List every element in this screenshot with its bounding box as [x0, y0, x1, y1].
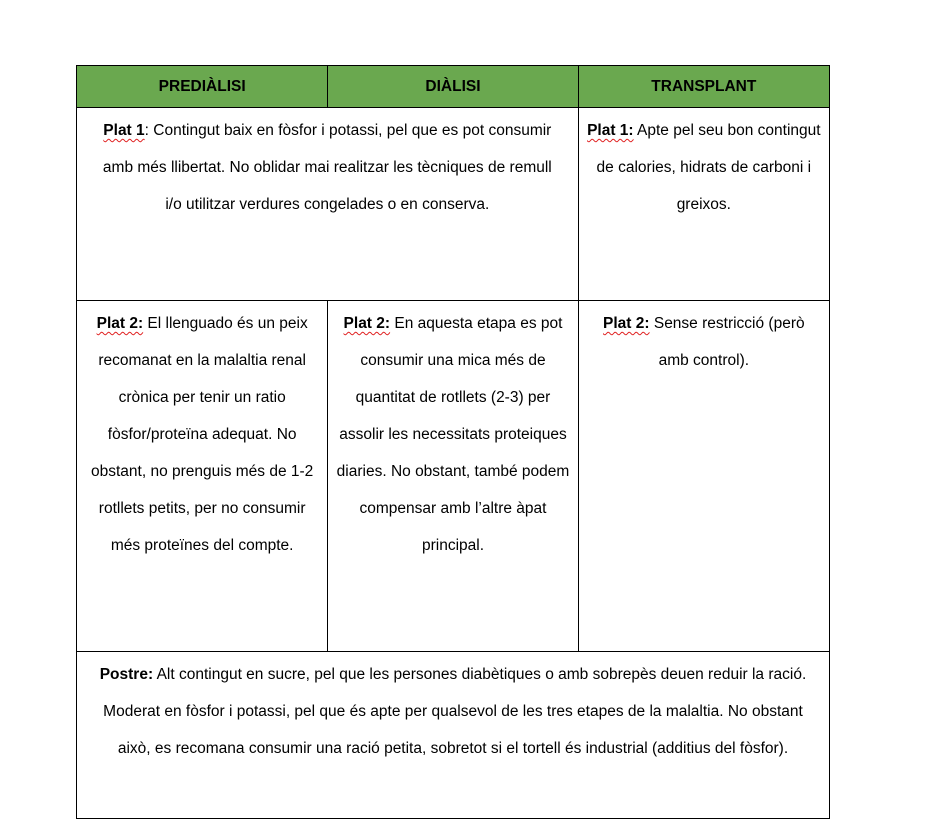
text-plat2-predialisi: El llenguado és un peix recomanat en la malaltia renal crònica per tenir un ratio fòsfor/proteïna adequat. No obstant, no prenguis més de 1-2 rotllets petits, per no consumir més proteïnes del compte.: [91, 315, 314, 554]
header-transplant: TRANSPLANT: [578, 66, 829, 108]
cell-plat1-transplant: [578, 108, 829, 301]
text-plat2-transplant: Sense restricció (però amb control).: [649, 315, 805, 369]
text-plat2-dialisi: En aquesta etapa es pot consumir una mica més de quantitat de rotllets (2-3) per assolir les necessitats proteiques diaries. No obstant, també podem compensar amb l’altre àpat principal.: [336, 315, 570, 554]
row-plat-2: [77, 301, 830, 652]
row-postre: [77, 652, 830, 819]
label-plat1: Plat 1: [103, 122, 145, 139]
cell-plat2-predialisi: [77, 301, 328, 652]
label-plat2-dialisi: Plat 2:: [343, 315, 391, 332]
header-predialisi: PREDIÀLISI: [77, 66, 328, 108]
text-plat1-transplant: Apte pel seu bon contingut de calories, hidrats de carboni i greixos.: [596, 122, 821, 213]
label-plat2-predialisi: Plat 2:: [96, 315, 144, 332]
text-plat1-predialisi: Contingut baix en fòsfor i potassi, pel que es pot consumir amb més llibertat. No oblidar mai realitzar les tècniques de remull i/o utilitzar verdures congelades o en conserva.: [102, 122, 552, 213]
diet-table: [76, 65, 830, 819]
header-dialisi: DIÀLISI: [328, 66, 578, 108]
cell-plat2-dialisi: [328, 301, 578, 652]
cell-postre: [77, 652, 830, 819]
row-plat-1: [77, 108, 830, 301]
label-plat1-transplant: Plat 1:: [587, 122, 634, 139]
label-postre: Postre:: [99, 666, 154, 683]
text-postre: Alt contingut en sucre, pel que les persones diabètiques o amb sobrepès deuen reduir la ració. Moderat en fòsfor i potassi, pel que és apte per qualsevol de les tres etapes de la malaltia. No obstant això, es recomana consumir una ració petita, sobretot si el tortell és industrial (additius del fòsfor).: [103, 666, 807, 757]
label-plat2-transplant: Plat 2:: [603, 315, 650, 332]
cell-plat2-transplant: [578, 301, 829, 652]
label-sep: :: [144, 122, 154, 139]
cell-plat1-predialisi-dialisi: [77, 108, 579, 301]
header-row: [77, 66, 830, 108]
